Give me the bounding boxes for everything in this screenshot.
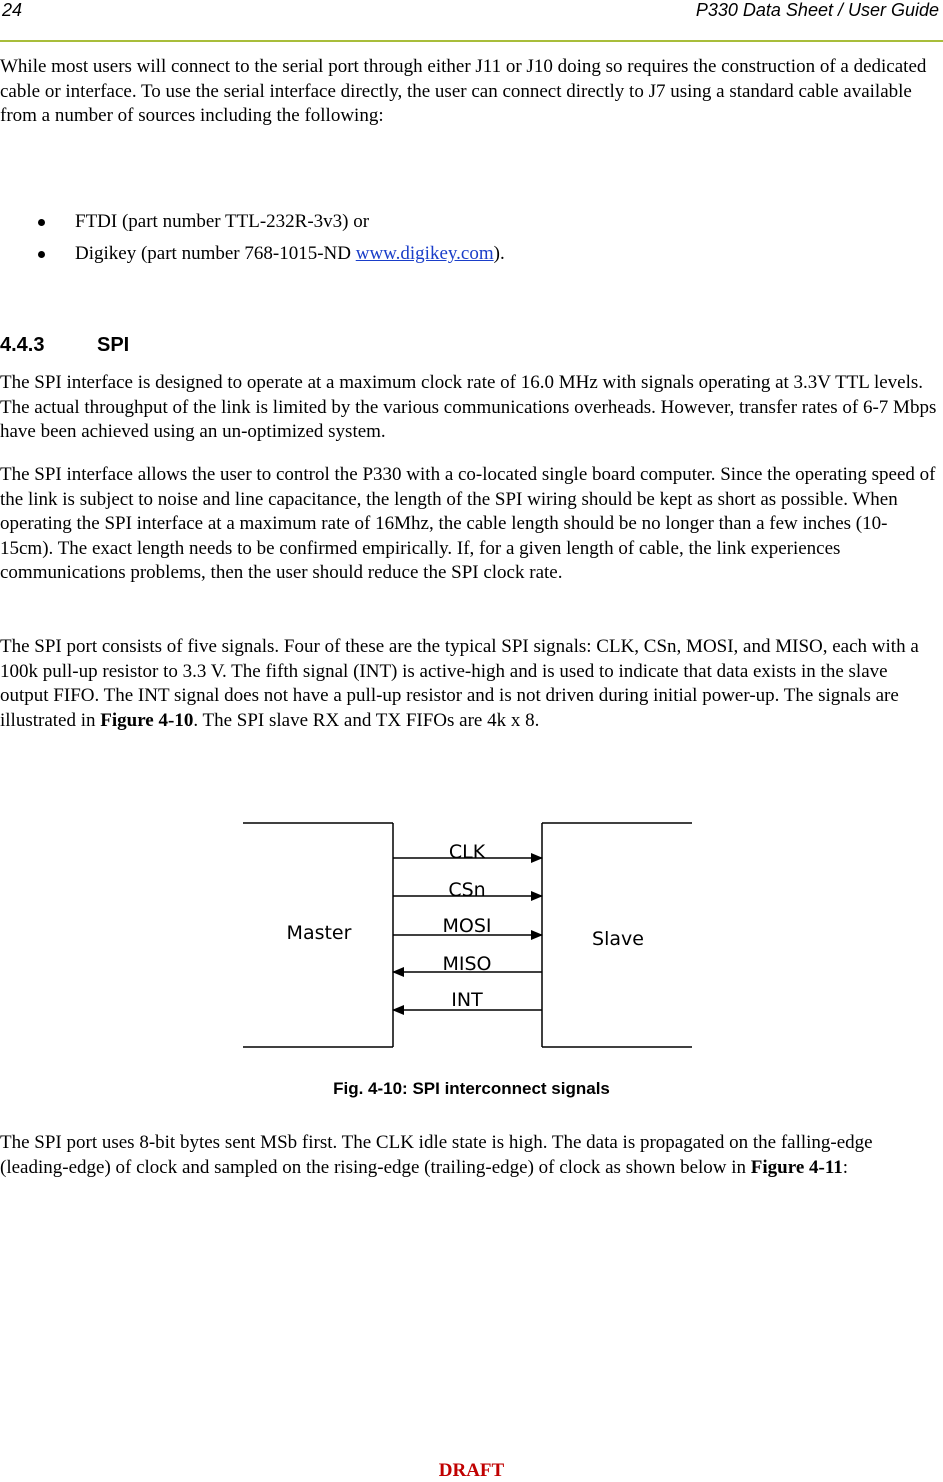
list-item — [0, 210, 900, 242]
draft-footer: DRAFT — [438, 1460, 505, 1481]
list-item-text-end: ). — [493, 243, 505, 264]
paragraph-text-end: . The SPI slave RX and TX FIFOs are 4k x 8. — [193, 709, 540, 731]
list-item-text: Digikey (part number 768-1015-ND — [75, 243, 356, 264]
signal-label-csn: CSn — [448, 879, 486, 901]
digikey-link[interactable]: www.digikey.com — [355, 243, 494, 264]
bullet-icon — [38, 251, 45, 258]
paragraph-text: The SPI port uses 8-bit bytes sent MSb first. The CLK idle state is high. The data is propagated on the falling-edge (leading-edge) of clock and sampled on the rising-edge (trailing-edge) of clock as shown below in — [0, 1132, 873, 1178]
section-heading — [0, 334, 129, 357]
spi-timing-paragraph — [0, 1131, 938, 1180]
cable-source-list — [0, 210, 900, 274]
signal-label-int: INT — [451, 989, 483, 1011]
spi-signals-paragraph — [0, 635, 938, 733]
spi-control-paragraph: The SPI interface allows the user to control the P330 with a co-located single board computer. Since the operating speed of the link is subject to noise and line capacitance, the length of the SPI wiring should be kept as short as possible. When operating the SPI interface at a maximum rate of 16Mhz, the cable length should be no longer than a few inches (10-15cm). The exact length needs to be confirmed empirically. If, for a given length of cable, the link experiences communications problems, then the user should reduce the SPI clock rate. — [0, 464, 936, 584]
figure-reference: Figure 4-10 — [100, 709, 194, 731]
section-title: SPI — [97, 334, 130, 356]
slave-label: Slave — [592, 928, 644, 950]
page-number: 24 — [2, 0, 23, 20]
page-header — [0, 0, 943, 42]
bullet-icon — [38, 219, 45, 226]
intro-paragraph: While most users will connect to the serial port through either J11 or J10 doing so requires the construction of a dedicated cable or interface. To use the serial interface directly, the user can connect directly to J7 using a standard cable available from a number of sources including the following: — [0, 56, 927, 127]
master-label: Master — [286, 922, 352, 944]
figure-caption: Fig. 4-10: SPI interconnect signals — [333, 1079, 610, 1098]
section-number: 4.4.3 — [0, 334, 45, 356]
document-title: P330 Data Sheet / User Guide — [695, 0, 939, 20]
paragraph-text-end: : — [842, 1156, 849, 1178]
signal-label-miso: MISO — [442, 953, 492, 975]
figure-reference: Figure 4-11 — [750, 1156, 843, 1178]
signal-label-clk: CLK — [448, 841, 486, 863]
signal-label-mosi: MOSI — [442, 915, 492, 937]
spi-interconnect-diagram — [0, 810, 943, 1060]
paragraph-text: The SPI port consists of five signals. Four of these are the typical SPI signals: CLK, CSn, MOSI, and MISO, each with a 100k pull-up resistor to 3.3 V. The fifth signal (INT) is active-high and is used to indicate that data exists in the slave output FIFO. The INT signal does not have a pull-up resistor and is not driven during initial power-up. The signals are illustrated in — [0, 636, 919, 731]
list-item — [0, 242, 900, 274]
list-item-text: FTDI (part number TTL-232R-3v3) or — [75, 211, 370, 232]
spi-rate-paragraph: The SPI interface is designed to operate at a maximum clock rate of 16.0 MHz with signals operating at 3.3V TTL levels. The actual throughput of the link is limited by the various communications overheads. However, transfer rates of 6-7 Mbps have been achieved using an un-optimized system. — [0, 372, 937, 443]
